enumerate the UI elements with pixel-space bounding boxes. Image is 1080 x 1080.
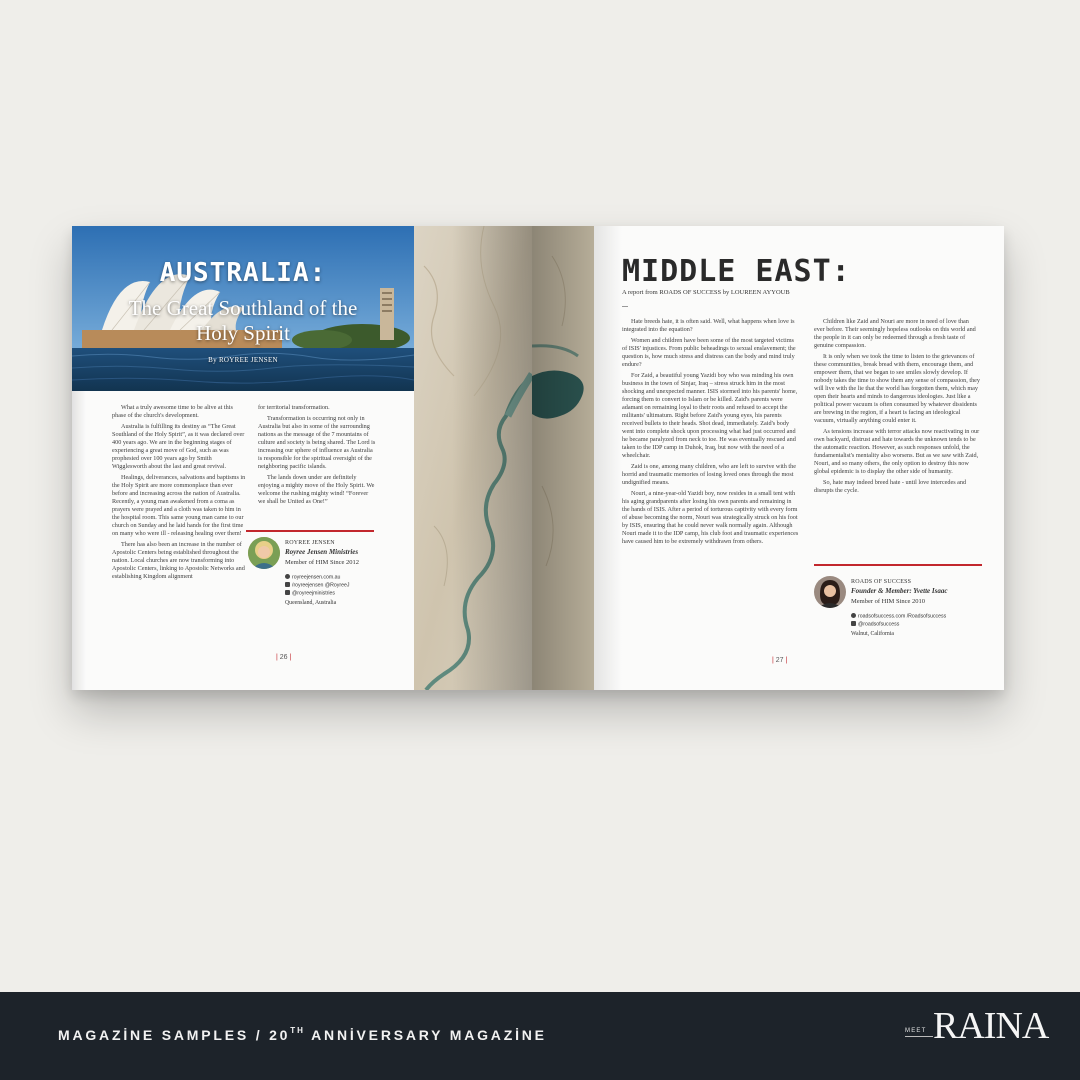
- paragraph: Zaid is one, among many children, who are left to survive with the horrid and traumatic memories of losing loved ones through the most undignified means.: [622, 463, 796, 486]
- paragraph: for territorial transformation.: [258, 404, 330, 411]
- author-membership: Member of HIM Since 2010: [851, 598, 926, 605]
- website-link[interactable]: roadsofsuccess.com /Roadsofsuccess: [851, 613, 991, 621]
- author-organization: Royree Jensen Ministries: [285, 548, 359, 556]
- author-divider: [246, 530, 374, 532]
- author-contacts: [285, 574, 385, 608]
- instagram-link[interactable]: @royreejministries: [285, 590, 385, 598]
- globe-icon: [851, 613, 856, 618]
- person-avatar-icon: [814, 576, 846, 608]
- right-article-column-2: [814, 318, 980, 498]
- author-location: Queensland, Australia: [285, 600, 337, 606]
- footer-bar: [0, 992, 1080, 1080]
- brand-logo[interactable]: [905, 1006, 1055, 1046]
- sydney-opera-house-photo: [72, 226, 414, 391]
- left-article-column-1: [112, 404, 246, 584]
- instagram-icon: [285, 590, 290, 595]
- paragraph: Hate breeds hate, it is often said. Well, what happens when love is integrated into the equation?: [622, 318, 795, 333]
- author-avatar: [814, 576, 846, 608]
- paragraph: Women and children have been some of the most targeted victims of ISIS' injustices. From public beheadings to sexual enslavement; the question is, how much stress and distress can the body and mind truly endure?: [622, 337, 796, 368]
- person-avatar-icon: [248, 537, 280, 569]
- paragraph: For Zaid, a beautiful young Yazidi boy who was minding his own business in the town of Sinjar, Iraq – stress struck him in the most shocking and unexpected manner. ISIS stormed into his parents' home, forcing them to convert to Islam or be killed. Zaid's parents were adamant on remaining loyal to their roots and refused to accept the militants' ultimatum. Right before Zaid's young eyes, his parents received bullets to their heads. Shot dead, immediately. Zaid's body went into complete shock upon processing what had just occurred and he became paralyzed from neck to toe. He was eventually rescued and taken to the IDP camp in Duhok, Iraq, but now with the need of a wheelchair.: [622, 372, 798, 459]
- byline: By ROYREE JENSEN: [208, 356, 278, 364]
- left-article-column-2: [258, 404, 376, 509]
- paragraph: The lands down under are definitely enjoying a mighty move of the Holy Spirit. We welcome the rushing mighty wind! “Forever we shall be United as One!”: [258, 474, 375, 505]
- instagram-link[interactable]: @roadsofsuccess: [851, 621, 991, 629]
- paragraph: Healings, deliverances, salvations and baptisms in the Holy Spirit are more commonplace than ever before and increasing across the nation of Australia. Recently, a young man awakened from a coma as prayers were prayed and a cloth was taken to him in the hospital room. This same young man came to our church on Sunday and he laid hands for the first time on many who were ill - releasing healing over them!: [112, 474, 246, 537]
- hero-kicker: AUSTRALIA:: [159, 258, 327, 288]
- author-name: ROYREE JENSEN: [285, 540, 335, 546]
- facebook-icon: [285, 582, 290, 587]
- paragraph: So, hate may indeed breed hate - until love intercedes and disrupts the cycle.: [814, 479, 967, 494]
- author-membership: Member of HIM Since 2012: [285, 559, 360, 566]
- social-link[interactable]: /royreejensen @RoyreeJ: [285, 582, 385, 590]
- author-name: ROADS OF SUCCESS: [851, 579, 912, 585]
- brand-meet-label: MEET: [905, 1028, 927, 1034]
- hero-subtitle: The Great Southland of the Holy Spirit: [128, 296, 358, 345]
- right-page: [532, 226, 1004, 690]
- globe-icon: [285, 574, 290, 579]
- paragraph: What a truly awesome time to be alive at this phase of the church's development.: [112, 404, 233, 419]
- paragraph: Children like Zaid and Nouri are more in need of love than ever before. Their seemingly hopeless outlooks on this world and the people in it can only be redeemed through a fresh taste of genuine compassion.: [814, 318, 976, 349]
- paragraph: As tensions increase with terror attacks now reactivating in our own backyard, distrust and hate towards the unknown tends to be the automatic reaction. However, as such responses unfold, the fundamentalist's mentality also worsens. But as we saw with Zaid, Nouri, and so many others, the only option to destroy this now global epidemic is to display the other side of humanity.: [814, 428, 980, 475]
- left-page: [72, 226, 532, 690]
- author-avatar: [248, 537, 280, 569]
- instagram-icon: [851, 621, 856, 626]
- satellite-river-image: [414, 226, 532, 690]
- author-divider: [814, 564, 982, 566]
- paragraph: Australia is fulfilling its destiny as “The Great Southland of the Holy Spirit”, as it was declared over 400 years ago. We are in the beginning stages of experiencing a great move of God, such as was prophesied over 100 years ago by Smith Wigglesworth about the last and great revival.: [112, 423, 245, 470]
- author-contacts: [851, 613, 991, 639]
- website-link[interactable]: royreejensen.com.au: [285, 574, 385, 582]
- right-article-column-1: [622, 318, 800, 549]
- satellite-lake-image: [532, 226, 594, 690]
- paragraph: Nouri, a nine-year-old Yazidi boy, now resides in a small tent with his aging grandparents after losing his own parents and remaining in the hands of ISIS. After a period of torturous captivity with every form of abuse becoming the norm, Nouri was strategically struck on his foot by ISIS, ensuring that he could never walk normally again. Although Nouri made it to the IDP camp, his club foot and traumatic experiences have caused him to be extremely withdrawn from others.: [622, 490, 799, 545]
- subtitle-dash: [622, 306, 628, 307]
- footer-caption: MAGAZİNE SAMPLES / 20TH ANNİVERSARY MAGAZİNE: [58, 1026, 547, 1043]
- article-title: MIDDLE EAST:: [622, 254, 851, 289]
- page-number-right: | 27 |: [772, 657, 788, 664]
- page-number-left: | 26 |: [276, 654, 292, 661]
- paragraph: There has also been an increase in the number of Apostolic Centers being established throughout the nation. Local churches are now transforming into Apostolic Centers, linking to Apostolic Networks and establishing Kingdom alignment: [112, 541, 245, 580]
- article-subtitle: A report from ROADS OF SUCCESS by LOUREEN AYYOUB: [622, 289, 790, 296]
- magazine-spread: [72, 226, 1004, 690]
- paragraph: Transformation is occurring not only in Australia but also in some of the surrounding nations as the message of the 7 mountains of culture and society is being shared. The Lord is increasing our sphere of influence as Australia is responsible for the spiritual oversight of the neighboring pacific islands.: [258, 415, 376, 470]
- brand-name: RAINA: [933, 1005, 1049, 1047]
- author-location: Walnut, California: [851, 631, 894, 637]
- author-organization: Founder & Member: Yvette Isaac: [851, 587, 948, 595]
- paragraph: It is only when we took the time to listen to the grievances of these communities, break bread with them, encourage them, and empower them, that we began to see smiles slowly develop. If nobody takes the time to show them any sense of compassion, they will live with the lie that the world has forgotten them, which may open their hearts and minds to dangerous ideologies. Just like a political power vacuum is often consumed by whatever dissidents are brewing in the region, if a heart is facing an ideological vacuum, virtually anything could enter it.: [814, 353, 981, 424]
- brand-underline: [905, 1036, 933, 1037]
